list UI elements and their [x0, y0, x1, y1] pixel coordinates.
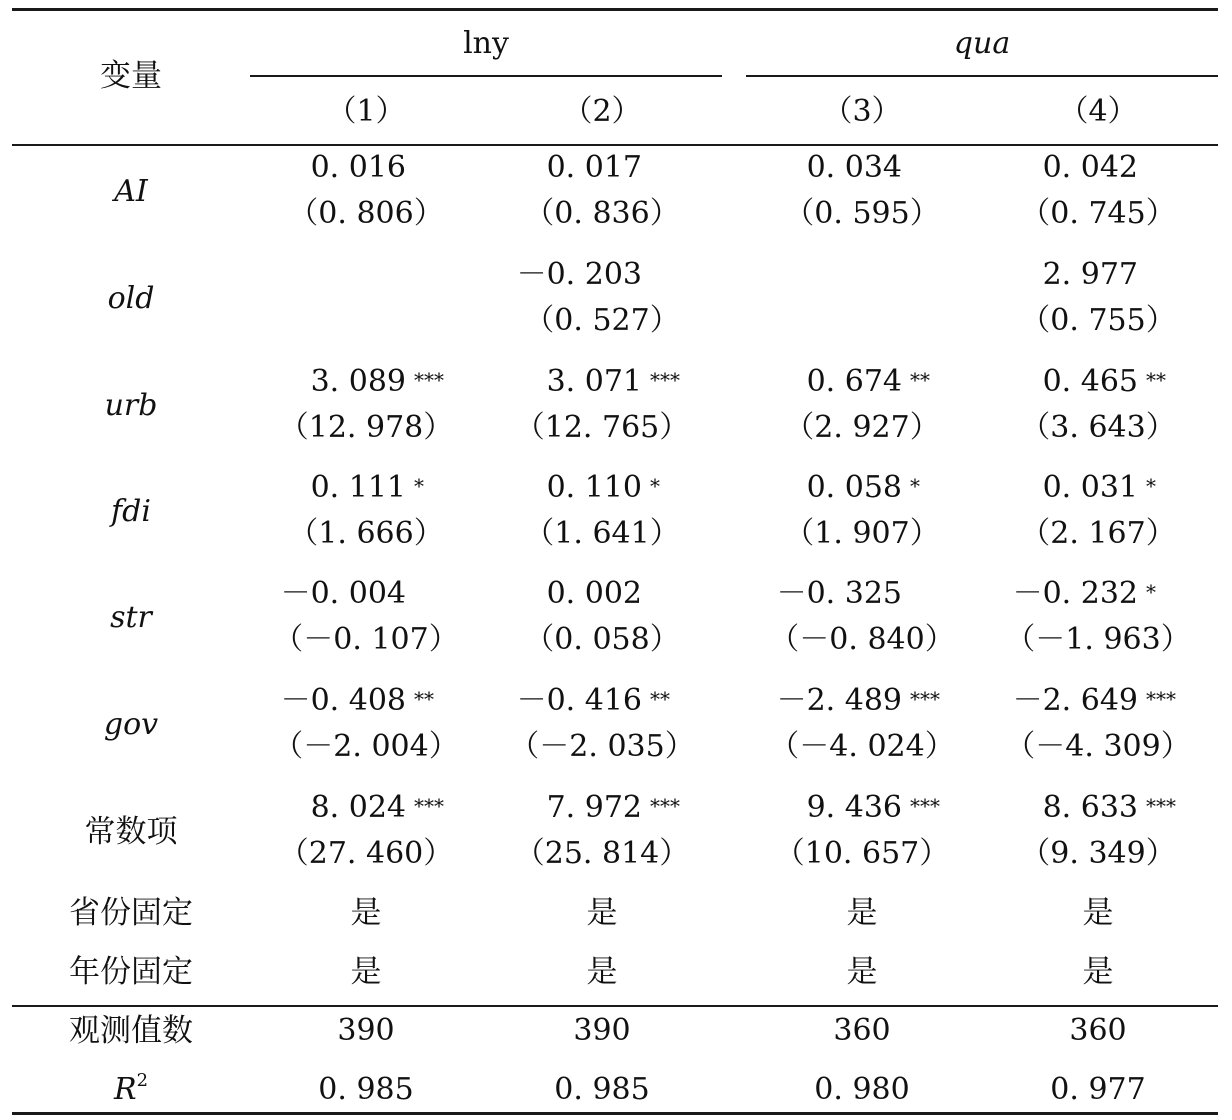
significance-stars: *** [650, 368, 680, 392]
column-header-2: （2） [562, 94, 642, 129]
coefficient: 8. 024 [310, 790, 406, 825]
row-label: 常数项 [84, 814, 178, 850]
row-label: urb [104, 388, 158, 423]
group1-underline [250, 75, 722, 77]
column-header-4: （4） [1058, 94, 1138, 129]
t-statistic: （－2. 004） [273, 729, 459, 764]
column-header-1: （1） [326, 94, 406, 129]
coefficient: 0. 058 [806, 470, 902, 505]
significance-stars: *** [414, 794, 444, 818]
coefficient: －2. 649 [1012, 683, 1138, 718]
significance-stars: ** [910, 368, 930, 392]
t-statistic: （－0. 107） [273, 622, 459, 657]
variable-header: 变量 [100, 58, 162, 94]
coefficient: 3. 071 [546, 364, 642, 399]
t-statistic: （25. 814） [514, 836, 690, 871]
coefficient: －0. 203 [516, 257, 642, 292]
coefficient: 8. 633 [1042, 790, 1138, 825]
coefficient: 7. 972 [546, 790, 642, 825]
t-statistic: （1. 641） [524, 516, 680, 551]
t-statistic: （0. 755） [1020, 303, 1176, 338]
significance-stars: * [650, 474, 660, 498]
row-label: old [107, 281, 155, 316]
t-statistic: （－0. 840） [769, 622, 955, 657]
significance-stars: *** [1146, 687, 1176, 711]
coefficient: 0. 031 [1042, 470, 1138, 505]
coefficient: 0. 465 [1042, 364, 1138, 399]
row-label: fdi [111, 494, 151, 529]
coefficient: －0. 004 [280, 576, 406, 611]
fixed-effect-value: 是 [586, 895, 618, 931]
coefficient: 0. 017 [546, 150, 642, 185]
t-statistic: （2. 167） [1020, 516, 1176, 551]
significance-stars: * [414, 474, 424, 498]
fixed-effect-value: 是 [846, 895, 878, 931]
coefficient: －2. 489 [776, 683, 902, 718]
t-statistic: （－2. 035） [509, 729, 695, 764]
coefficient: －0. 325 [776, 576, 902, 611]
fixed-effect-value: 是 [350, 954, 382, 990]
coefficient: 0. 042 [1042, 150, 1138, 185]
group1-header: lny [463, 26, 509, 61]
fixed-effect-value: 是 [846, 954, 878, 990]
t-statistic: （0. 745） [1020, 196, 1176, 231]
fixed-effect-label: 年份固定 [69, 954, 193, 990]
stats-rule [12, 1005, 1218, 1007]
stat-value: 0. 985 [318, 1072, 414, 1107]
coefficient: 0. 111 [310, 470, 406, 505]
significance-stars: *** [910, 687, 940, 711]
group2-header: qua [953, 26, 1011, 61]
significance-stars: ** [1146, 368, 1166, 392]
t-statistic: （27. 460） [278, 836, 454, 871]
t-statistic: （9. 349） [1020, 836, 1176, 871]
row-label: AI [114, 174, 148, 209]
coefficient: 0. 110 [546, 470, 642, 505]
t-statistic: （－1. 963） [1005, 622, 1191, 657]
t-statistic: （0. 806） [288, 196, 444, 231]
significance-stars: ** [650, 687, 670, 711]
stat-value: 0. 985 [554, 1072, 650, 1107]
t-statistic: （12. 765） [514, 410, 690, 445]
t-statistic: （12. 978） [278, 410, 454, 445]
coefficient: 9. 436 [806, 790, 902, 825]
significance-stars: * [910, 474, 920, 498]
column-header-3: （3） [822, 94, 902, 129]
fixed-effect-value: 是 [586, 954, 618, 990]
t-statistic: （－4. 024） [769, 729, 955, 764]
top-rule [12, 8, 1218, 11]
fixed-effect-value: 是 [1082, 895, 1114, 931]
group2-underline [746, 75, 1218, 77]
coefficient: 0. 034 [806, 150, 902, 185]
coefficient: －0. 416 [516, 683, 642, 718]
stat-value: 0. 980 [814, 1072, 910, 1107]
significance-stars: *** [414, 368, 444, 392]
row-label: str [110, 600, 152, 635]
coefficient: 0. 016 [310, 150, 406, 185]
stat-label [114, 1072, 148, 1108]
t-statistic: （－4. 309） [1005, 729, 1191, 764]
t-statistic: （0. 836） [524, 196, 680, 231]
fixed-effect-label: 省份固定 [69, 895, 193, 931]
coefficient: －0. 232 [1012, 576, 1138, 611]
coefficient: －0. 408 [280, 683, 406, 718]
stat-value: 360 [833, 1013, 891, 1048]
significance-stars: ** [414, 687, 434, 711]
t-statistic: （0. 527） [524, 303, 680, 338]
t-statistic: （3. 643） [1020, 410, 1176, 445]
significance-stars: * [1146, 474, 1156, 498]
stat-value: 360 [1069, 1013, 1127, 1048]
t-statistic: （1. 907） [784, 516, 940, 551]
coefficient: 2. 977 [1042, 257, 1138, 292]
significance-stars: *** [1146, 794, 1176, 818]
coefficient: 0. 674 [806, 364, 902, 399]
stat-label-superscript: 2 [136, 1070, 149, 1091]
stat-label: 观测值数 [69, 1013, 193, 1049]
fixed-effect-value: 是 [350, 895, 382, 931]
stat-value: 0. 977 [1050, 1072, 1146, 1107]
t-statistic: （0. 595） [784, 196, 940, 231]
fixed-effect-value: 是 [1082, 954, 1114, 990]
bottom-rule [12, 1112, 1218, 1115]
significance-stars: *** [650, 794, 680, 818]
t-statistic: （1. 666） [288, 516, 444, 551]
stat-value: 390 [573, 1013, 631, 1048]
stat-value: 390 [337, 1013, 395, 1048]
row-label: gov [103, 707, 159, 742]
coefficient: 0. 002 [546, 576, 642, 611]
significance-stars: *** [910, 794, 940, 818]
coefficient: 3. 089 [310, 364, 406, 399]
t-statistic: （2. 927） [784, 410, 940, 445]
stat-label-base: R [113, 1072, 137, 1107]
t-statistic: （0. 058） [524, 622, 680, 657]
header-rule [12, 144, 1218, 146]
significance-stars: * [1146, 580, 1156, 604]
t-statistic: （10. 657） [774, 836, 950, 871]
